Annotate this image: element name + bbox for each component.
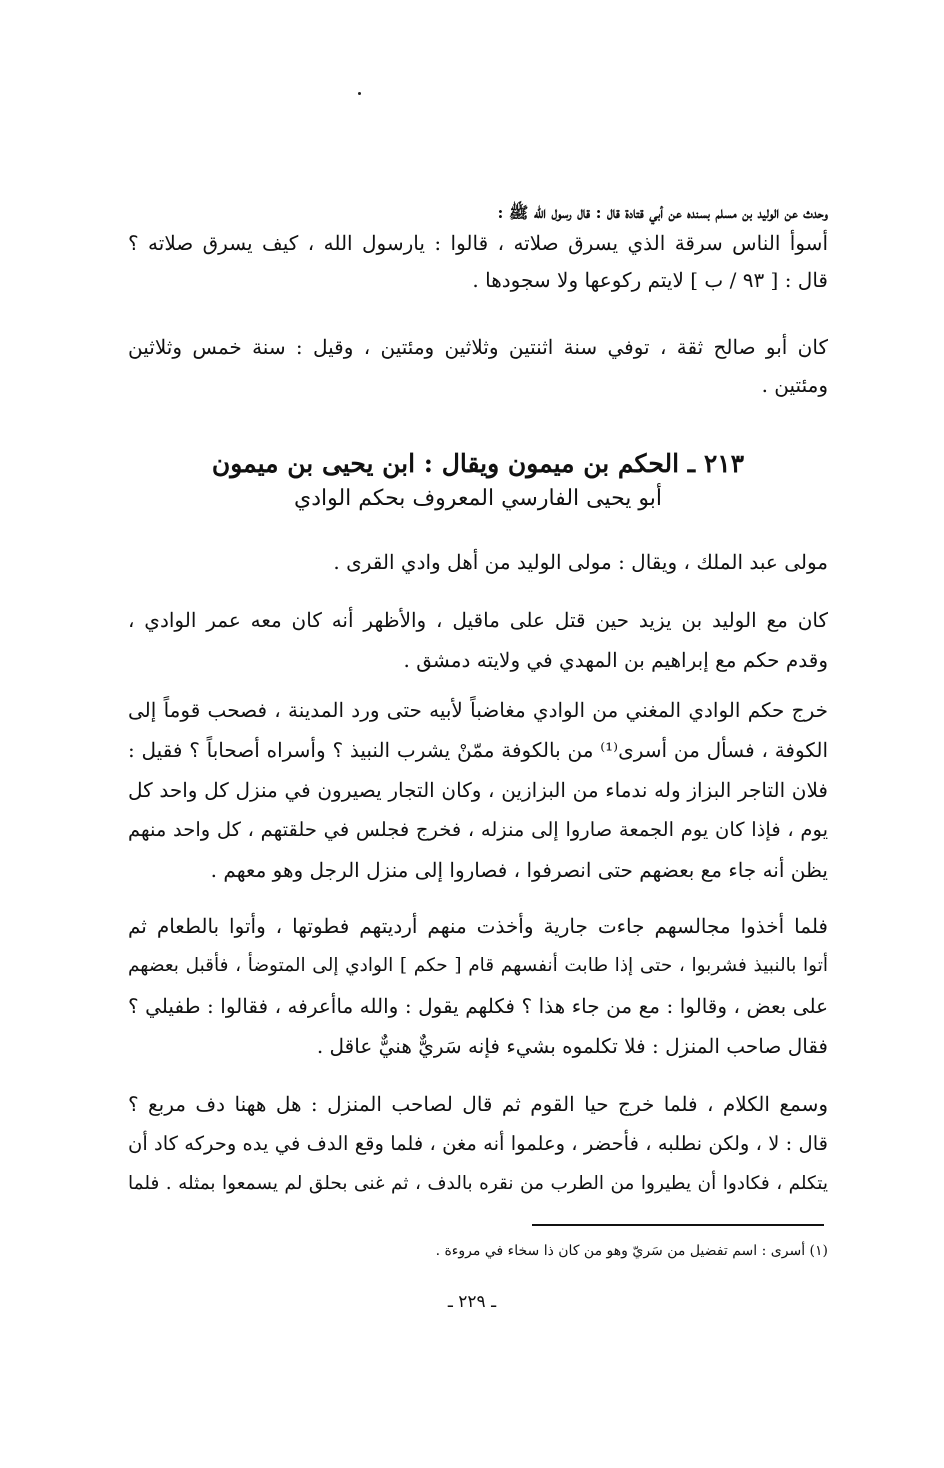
scan-speck	[358, 92, 361, 95]
text-line: مولى عبد الملك ، ويقال : مولى الوليد من أهل وادي القرى .	[333, 550, 828, 574]
text-line: وسمع الكلام ، فلما خرج حيا القوم ثم قال لصاحب المنزل : هل ههنا دف مربع ؟	[128, 1092, 828, 1116]
footnote-divider	[532, 1224, 824, 1226]
page-number: ـ ٢٢٩ ـ	[447, 1292, 497, 1312]
text-line: قال : [ ٩٣ / ب ] لايتم ركوعها ولا سجودها .	[472, 268, 828, 292]
text-line: يتكلم ، فكادوا أن يطيروا من الطرب من نقره بالدف ، ثم غنى بحلق لم يسمعوا بمثله . فلما	[128, 1173, 828, 1194]
text-line: على بعض ، وقالوا : مع من جاء هذا ؟ فكلهم يقول : والله ماأعرفه ، فقالوا : طفيلي ؟	[128, 994, 828, 1018]
entry-title: ٢١٣ ـ الحكم بن ميمون ويقال : ابن يحيى بن ميمون	[211, 449, 745, 478]
footnote: (١) أسرى : اسم تفضيل من سَريّ وهو من كان ذا سخاء في مروءة .	[435, 1243, 828, 1259]
hadith-isnad-line: وحدث عن الوليد بن مسلم بسنده عن أبي قتادة قال : قال رسول الله ﷺ :	[497, 203, 828, 222]
entry-subtitle: أبو يحيى الفارسي المعروف بحكم الوادي	[293, 486, 663, 511]
text-line: يوم ، فإذا كان يوم الجمعة صاروا إلى منزله ، فخرج فجلس في حلقتهم ، كل واحد منهم	[128, 818, 828, 841]
text-line: ومئتين .	[761, 373, 828, 397]
story-paragraph-1	[128, 690, 828, 890]
hadith-paragraph	[128, 200, 828, 300]
biography-paragraph	[128, 600, 828, 680]
text-line: فلان التاجر البزاز وله ندماء من البزازين ، وكان التجار يصيرون في منزل كل واحد كل	[128, 778, 828, 802]
text-line: فلما أخذوا مجالسهم جاءت جارية وأخذت منهم أرديتهم فطوتها ، وأتوا بالطعام ثم	[128, 914, 828, 938]
text-line: وقدم حكم مع إبراهيم بن المهدي في ولايته دمشق .	[403, 648, 828, 672]
text-line: يظن أنه جاء مع بعضهم حتى انصرفوا ، فصاروا إلى منزل الرجل وهو معهم .	[210, 858, 828, 882]
text-line: أتوا بالنبيذ فشربوا ، حتى إذا طابت أنفسهم قام [ حكم ] الوادي إلى المتوضأ ، فأقبل بعضهم	[128, 955, 828, 976]
story-paragraph-2	[128, 906, 828, 1066]
death-date-paragraph	[128, 328, 828, 404]
text-line: فقال صاحب المنزل : فلا تكلموه بشيء فإنه سَريٌّ هنيٌّ عاقل .	[316, 1034, 828, 1058]
text-line: الكوفة ، فسأل من أسرى⁽¹⁾ من بالكوفة ممّنْ يشرب النبيذ ؟ وأسراه أصحاباً ؟ فقيل :	[128, 738, 828, 762]
entry-heading	[128, 446, 828, 516]
story-paragraph-3	[128, 1084, 828, 1204]
mawla-paragraph	[128, 546, 828, 578]
text-line: كان أبو صالح ثقة ، توفي سنة اثنتين وثلاثين ومئتين ، وقيل : سنة خمس وثلاثين	[128, 335, 828, 359]
text-line: خرج حكم الوادي المغني من الوادي مغاضباً لأبيه حتى ورد المدينة ، فصحب قوماً إلى	[128, 698, 828, 722]
text-line: قال : لا ، ولكن نطلبه ، فأحضر ، وعلموا أنه مغن ، فلما وقع الدف في يده وحركه كاد أن	[128, 1132, 828, 1155]
text-line: كان مع الوليد بن يزيد حين قتل على ماقيل ، والأظهر أنه كان معه عمر الوادي ،	[128, 608, 828, 632]
text-line: أسوأ الناس سرقة الذي يسرق صلاته ، قالوا : يارسول الله ، كيف يسرق صلاته ؟	[128, 231, 828, 255]
